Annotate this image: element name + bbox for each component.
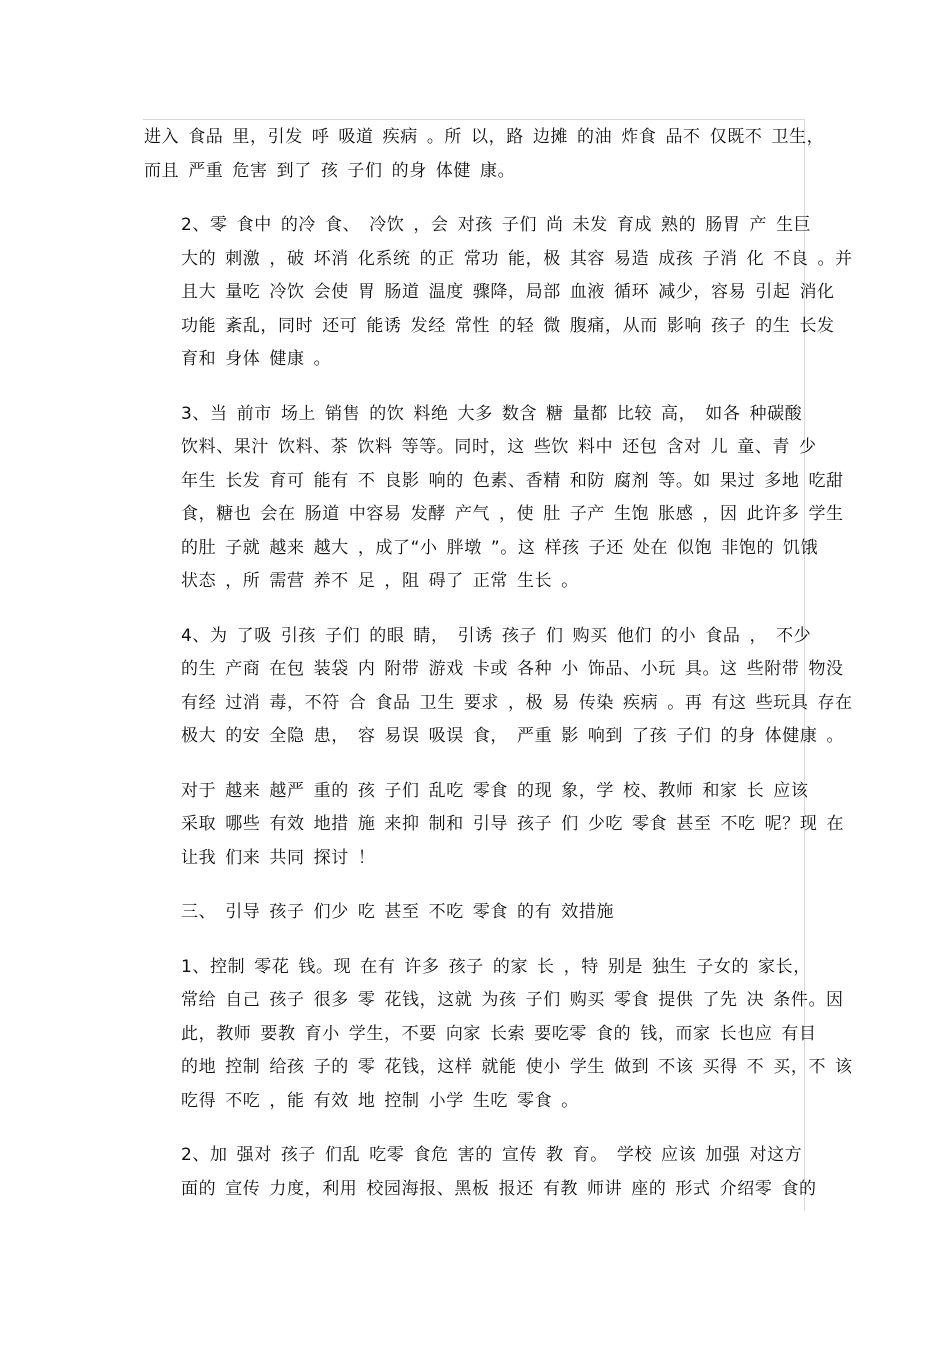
text-line: 的地 控制 给孩 子的 零 花钱，这样 就能 使小 学生 做到 不该 买得 不 买，不 该	[181, 1057, 853, 1077]
paragraph-8	[144, 1139, 817, 1206]
text-line: 让我 们来 共同 探讨 ！	[181, 847, 376, 868]
text-line: 年生 长发 育可 能有 不 良影 响的 色素、香精 和防 腐剂 等。如 果过 多地 吃甜	[181, 470, 844, 491]
paragraph-7	[144, 951, 853, 1119]
paragraph-4	[144, 620, 853, 754]
paragraph-2	[144, 209, 853, 377]
text-line: 3、当 前市 场上 销售 的饮 料绝 大多 数含 糖 量都 比较 高， 如各 种碳酸	[181, 403, 803, 424]
text-line: 极大 的安 全隐 患， 容 易误 吸误 食， 严重 影 响到 了孩 子们 的身 体健康 。	[181, 726, 845, 746]
document-body	[144, 121, 853, 1206]
text-line: 食，糖也 会在 肠道 中容易 发酵 产气 ，使 肚 子产 生饱 胀感 ，因 此许多 学生	[181, 504, 844, 524]
text-line: 饮料、果汁 饮料、茶 饮料 等等。同时，这 些饮 料中 还包 含对 儿 童、青 少	[181, 437, 817, 457]
text-line: 育和 身体 健康 。	[181, 349, 332, 369]
text-line: 1、控制 零花 钱。现 在有 许多 孩子 的家 长 ，特 别是 独生 子女的 家长，	[181, 956, 811, 977]
text-line: 的生 产商 在包 装袋 内 附带 游戏 卡或 各种 小 饰品、小玩 具。这 些附带 物没	[181, 659, 844, 679]
text-line: 对于 越来 越严 重的 孩 子们 乱吃 零食 的现 象，学 校、教师 和家 长 应该	[181, 780, 809, 801]
section-heading	[144, 896, 804, 930]
text-line: 功能 紊乱，同时 还可 能诱 发经 常性 的轻 微 腹痛，从而 影响 孩子 的生 长发	[181, 315, 835, 336]
text-line: 2、零 食中 的冷 食、 冷饮 ，会 对孩 子们 尚 未发 育成 熟的 肠胃 产 生巨	[181, 215, 812, 235]
text-line: 4、为 了吸 引孩 子们 的眼 睛， 引诱 孩子 们 购买 他们 的小 食品 ， 不少	[181, 625, 812, 646]
text-line: 有经 过消 毒，不符 合 食品 卫生 要求 ，极 易 传染 疾病 。再 有这 些玩具 存在	[181, 692, 853, 713]
text-line: 常给 自己 孩子 很多 零 花钱，这就 为孩 子们 购买 零食 提供 了先 决 条件。因	[181, 990, 844, 1010]
text-line: 2、加 强对 孩子 们乱 吃零 食危 害的 宣传 教 育。 学校 应该 加强 对这方	[181, 1145, 803, 1165]
text-line: 状态 ，所 需营 养不 足 ，阻 碍了 正常 生长 。	[181, 571, 579, 591]
text-line: 此，教师 要教 育小 学生，不要 向家 长索 要吃零 食的 钱，而家 长也应 有目	[181, 1023, 817, 1044]
text-line: 而且 严重 危害 到了 孩 子们 的身 体健 康。	[144, 160, 516, 181]
text-line: 大的 刺激 ，破 坏消 化系统 的正 常功 能，极 其容 易造 成孩 子消 化 不良 。并	[181, 248, 853, 269]
paragraph-1	[144, 121, 825, 188]
text-line: 且大 量吃 冷饮 会使 胃 肠道 温度 骤降，局部 血液 循环 减少，容易 引起 消化	[181, 282, 835, 302]
paragraph-5	[144, 775, 845, 876]
text-line: 面的 宣传 力度，利用 校园海报、黑板 报还 有教 师讲 座的 形式 介绍零 食的	[181, 1178, 817, 1199]
text-line: 进入 食品 里，引发 呼 吸道 疾病 。所 以，路 边摊 的油 炸食 品不 仅既不 卫生，	[144, 127, 825, 147]
text-line: 采取 哪些 有效 地措 施 来抑 制和 引导 孩子 们 少吃 零食 甚至 不吃 呢？现 在	[181, 814, 845, 834]
text-line: 三、 引导 孩子 们少 吃 甚至 不吃 零食 的有 效措施	[181, 902, 615, 922]
text-line: 吃得 不吃 ，能 有效 地 控制 小学 生吃 零食 。	[181, 1090, 579, 1111]
text-line: 的肚 子就 越来 越大 ，成了“小 胖墩 ”。这 样孩 子还 处在 似饱 非饱的 饥饿	[181, 537, 819, 558]
paragraph-3	[144, 398, 844, 599]
